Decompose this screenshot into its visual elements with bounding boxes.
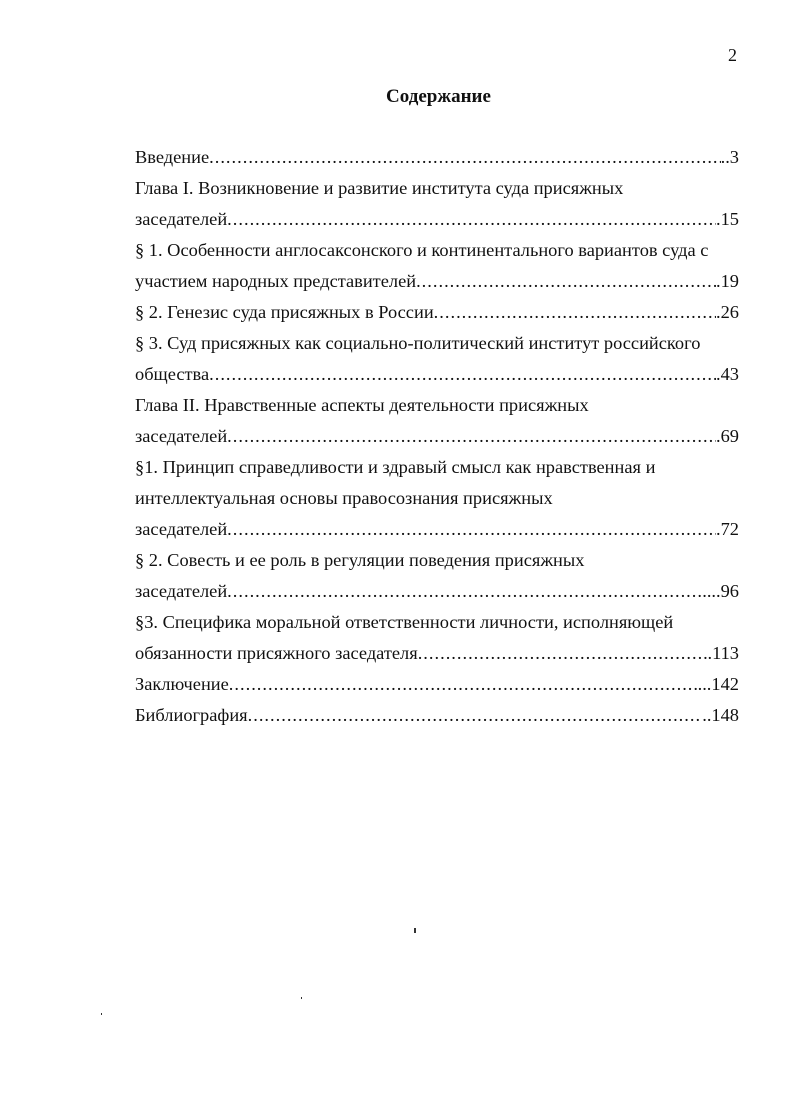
scan-speck [301, 997, 302, 999]
toc-entry[interactable] [135, 672, 739, 703]
dot-leader [227, 517, 716, 542]
toc-entry-title: общества [135, 364, 210, 384]
toc-entry-title: обязанности присяжного заседателя [135, 643, 418, 663]
toc-page-number: .26 [716, 302, 739, 322]
toc-entry-line: Глава II. Нравственные аспекты деятельности присяжных [135, 395, 589, 415]
dot-leader [229, 672, 698, 697]
dot-leader [416, 269, 716, 294]
toc-page-number: .72 [716, 519, 739, 539]
dot-leader [418, 641, 708, 666]
toc-page-number: ..148 [702, 705, 739, 725]
dot-leader [248, 703, 703, 728]
toc-entry[interactable] [135, 703, 739, 734]
dot-leader [227, 424, 716, 449]
dot-leader [209, 362, 716, 387]
toc-entry[interactable] [135, 641, 739, 672]
toc-entry-line: Глава I. Возникновение и развитие института суда присяжных [135, 178, 624, 198]
toc-entry[interactable] [135, 362, 739, 393]
toc-entry-title: Библиография [135, 705, 248, 725]
scan-speck [101, 1013, 102, 1015]
dot-leader [434, 300, 716, 325]
toc-entry-title: заседателей [135, 209, 228, 229]
toc-entry-title: заседателей [135, 426, 228, 446]
toc-entry-title: заседателей [135, 581, 228, 601]
toc-entry[interactable] [135, 517, 739, 548]
toc-entry-line: § 3. Суд присяжных как социально-политический институт российского [135, 333, 701, 353]
toc-page-number: ...142 [697, 674, 739, 694]
toc-entry-title: участием народных представителей [135, 271, 417, 291]
toc-page-number: .43 [716, 364, 739, 384]
toc-entry[interactable] [135, 579, 739, 610]
toc-entry-line: интеллектуальная основы правосознания присяжных [135, 488, 553, 508]
toc-entry-line: §1. Принцип справедливости и здравый смысл как нравственная и [135, 457, 656, 477]
toc-entry-title: Заключение [135, 674, 229, 694]
toc-entry-line: §3. Специфика моральной ответственности личности, исполняющей [135, 612, 674, 632]
toc-page-number: .113 [707, 643, 739, 663]
toc-entry[interactable] [135, 269, 739, 300]
table-of-contents [135, 145, 739, 734]
toc-entry-title: Введение [135, 147, 210, 167]
toc-entry[interactable] [135, 424, 739, 455]
toc-page-number: .15 [716, 209, 739, 229]
toc-page-number: ....96 [702, 581, 739, 601]
toc-entry[interactable] [135, 207, 739, 238]
toc-entry-title: § 2. Генезис суда присяжных в России [135, 302, 434, 322]
toc-entry-title: заседателей [135, 519, 228, 539]
toc-entry-line: § 1. Особенности англосаксонского и континентального вариантов суда с [135, 240, 709, 260]
toc-page-number: ..3 [720, 147, 739, 167]
dot-leader [227, 207, 716, 232]
page-number: 2 [728, 45, 737, 65]
dot-leader [209, 145, 720, 170]
toc-entry-line: § 2. Совесть и ее роль в регуляции поведения присяжных [135, 550, 585, 570]
toc-page-number: .69 [716, 426, 739, 446]
scan-speck [414, 928, 416, 933]
toc-entry[interactable] [135, 300, 739, 331]
page-title: Содержание [386, 86, 491, 107]
toc-entry[interactable] [135, 145, 739, 176]
toc-page-number: .19 [716, 271, 739, 291]
dot-leader [227, 579, 702, 604]
